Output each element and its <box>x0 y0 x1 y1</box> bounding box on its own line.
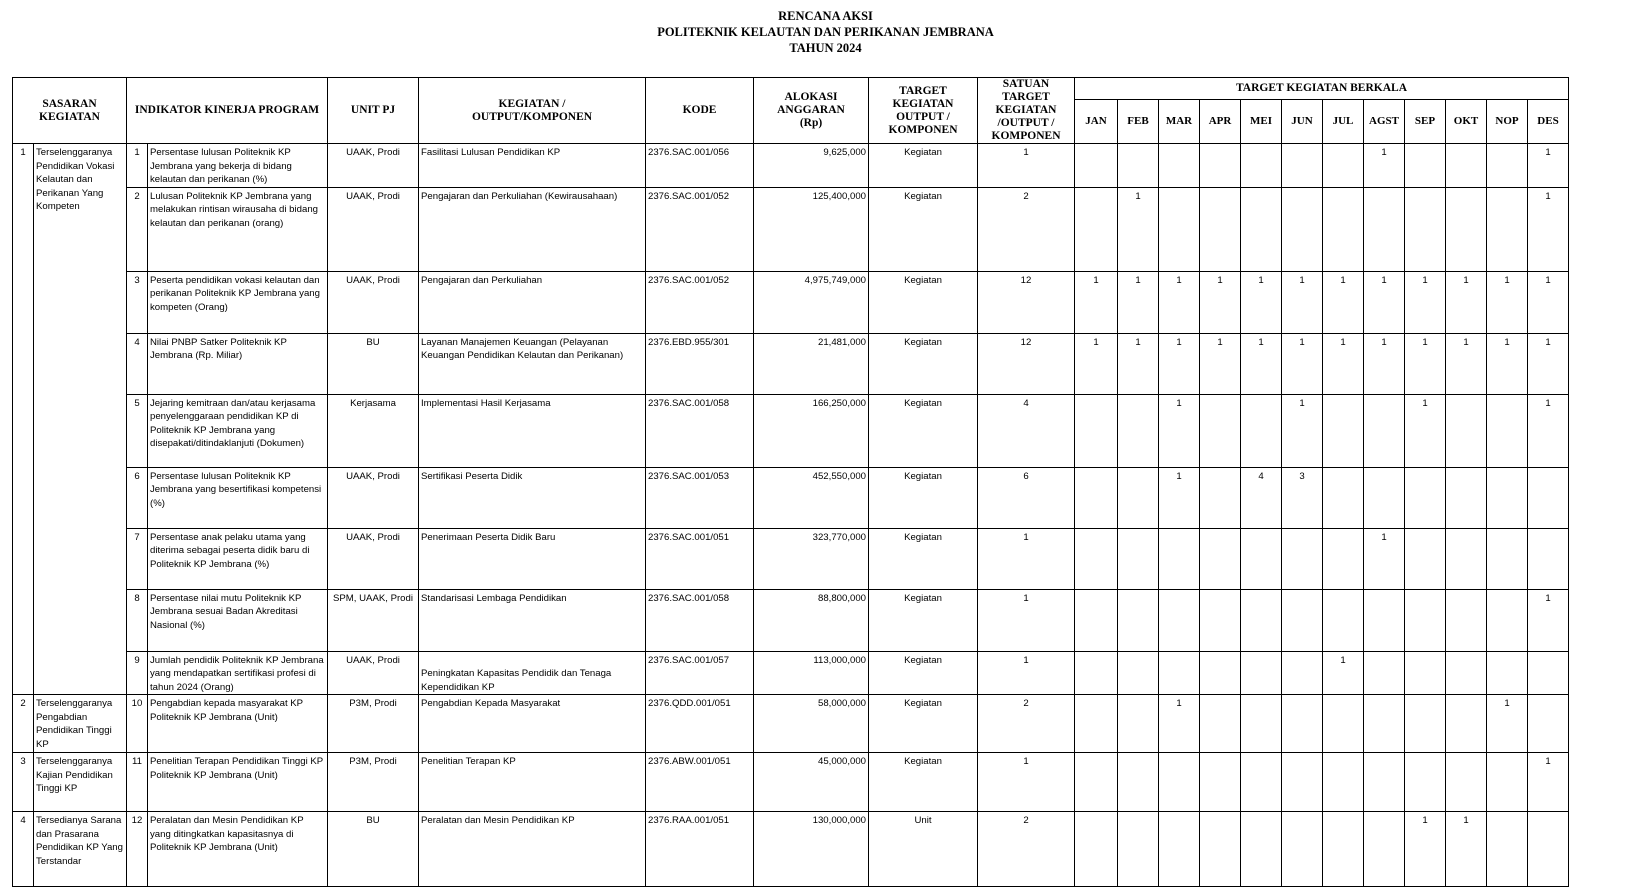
alokasi-anggaran: 9,625,000 <box>754 144 869 188</box>
month-target-des: 1 <box>1528 187 1569 271</box>
kode: 2376.SAC.001/052 <box>646 271 754 333</box>
month-target-jun: 1 <box>1282 333 1323 394</box>
kode: 2376.QDD.001/051 <box>646 695 754 753</box>
month-target-feb <box>1118 651 1159 695</box>
month-target-nop <box>1487 812 1528 887</box>
month-header-agst: AGST <box>1364 99 1405 143</box>
month-target-apr <box>1200 144 1241 188</box>
month-target-jun: 3 <box>1282 467 1323 528</box>
month-target-des <box>1528 528 1569 589</box>
header-sasaran: SASARAN KEGIATAN <box>13 78 127 144</box>
header-kegiatan: KEGIATAN / OUTPUT/KOMPONEN <box>419 78 646 144</box>
month-target-apr <box>1200 753 1241 812</box>
month-target-jan <box>1075 144 1118 188</box>
month-target-jun <box>1282 812 1323 887</box>
indikator-text: Penelitian Terapan Pendidikan Tinggi KP Politeknik KP Jembrana (Unit) <box>148 753 328 812</box>
kode: 2376.SAC.001/056 <box>646 144 754 188</box>
table-body <box>13 144 1569 887</box>
month-target-mei <box>1241 187 1282 271</box>
satuan-target: 1 <box>978 753 1075 812</box>
title-line: POLITEKNIK KELAUTAN DAN PERIKANAN JEMBRANA <box>657 25 994 39</box>
month-target-jul <box>1323 753 1364 812</box>
month-target-nop <box>1487 528 1528 589</box>
target-kegiatan: Kegiatan <box>869 753 978 812</box>
month-target-mei <box>1241 753 1282 812</box>
target-kegiatan: Kegiatan <box>869 187 978 271</box>
month-target-mei <box>1241 695 1282 753</box>
month-target-sep <box>1405 695 1446 753</box>
month-target-apr <box>1200 528 1241 589</box>
satuan-target: 1 <box>978 589 1075 651</box>
unit-pj: SPM, UAAK, Prodi <box>328 589 419 651</box>
kegiatan-text: Layanan Manajemen Keuangan (Pelayanan Keuangan Pendidikan Kelautan dan Perikanan) <box>419 333 646 394</box>
month-target-des: 1 <box>1528 589 1569 651</box>
month-target-agst <box>1364 187 1405 271</box>
alokasi-anggaran: 130,000,000 <box>754 812 869 887</box>
month-target-apr <box>1200 695 1241 753</box>
month-target-nop <box>1487 753 1528 812</box>
month-target-okt <box>1446 528 1487 589</box>
month-target-feb <box>1118 753 1159 812</box>
month-target-jul <box>1323 695 1364 753</box>
sasaran-number: 3 <box>13 753 34 812</box>
table-row <box>13 589 1569 651</box>
month-target-agst <box>1364 812 1405 887</box>
month-target-feb <box>1118 589 1159 651</box>
indikator-text: Persentase lulusan Politeknik KP Jembrana yang bekerja di bidang kelautan dan perikanan (%) <box>148 144 328 188</box>
document-title <box>0 8 1651 56</box>
month-target-jun: 1 <box>1282 271 1323 333</box>
indikator-number: 7 <box>127 528 148 589</box>
header-target: TARGET KEGIATAN OUTPUT / KOMPONEN <box>869 78 978 144</box>
indikator-text: Jejaring kemitraan dan/atau kerjasama penyelenggaraan pendidikan KP di Politeknik KP Jembrana yang disepakati/ditindaklanjuti (Dokumen) <box>148 394 328 467</box>
header-unit: UNIT PJ <box>328 78 419 144</box>
month-target-jun <box>1282 144 1323 188</box>
month-target-agst <box>1364 651 1405 695</box>
indikator-text: Jumlah pendidik Politeknik KP Jembrana yang mendapatkan sertifikasi profesi di tahun 2024 (Orang) <box>148 651 328 695</box>
satuan-target: 2 <box>978 187 1075 271</box>
table-row <box>13 651 1569 695</box>
title-line: RENCANA AKSI <box>778 9 873 23</box>
month-target-jul <box>1323 144 1364 188</box>
month-target-jun <box>1282 695 1323 753</box>
month-target-des: 1 <box>1528 271 1569 333</box>
alokasi-anggaran: 323,770,000 <box>754 528 869 589</box>
target-kegiatan: Kegiatan <box>869 528 978 589</box>
month-target-mei <box>1241 144 1282 188</box>
month-target-feb <box>1118 812 1159 887</box>
kode: 2376.SAC.001/052 <box>646 187 754 271</box>
unit-pj: Kerjasama <box>328 394 419 467</box>
unit-pj: UAAK, Prodi <box>328 187 419 271</box>
kode: 2376.ABW.001/051 <box>646 753 754 812</box>
alokasi-anggaran: 88,800,000 <box>754 589 869 651</box>
table-row <box>13 271 1569 333</box>
month-header-sep: SEP <box>1405 99 1446 143</box>
kegiatan-text: Fasilitasi Lulusan Pendidikan KP <box>419 144 646 188</box>
month-target-mei <box>1241 528 1282 589</box>
month-target-okt <box>1446 589 1487 651</box>
unit-pj: UAAK, Prodi <box>328 144 419 188</box>
month-target-okt <box>1446 753 1487 812</box>
month-target-nop <box>1487 394 1528 467</box>
alokasi-anggaran: 452,550,000 <box>754 467 869 528</box>
unit-pj: UAAK, Prodi <box>328 528 419 589</box>
kegiatan-text: Pengabdian Kepada Masyarakat <box>419 695 646 753</box>
month-target-mar: 1 <box>1159 467 1200 528</box>
alokasi-anggaran: 4,975,749,000 <box>754 271 869 333</box>
month-target-jan: 1 <box>1075 333 1118 394</box>
sasaran-number: 2 <box>13 695 34 753</box>
month-target-mar: 1 <box>1159 333 1200 394</box>
satuan-target: 12 <box>978 333 1075 394</box>
month-target-jun <box>1282 651 1323 695</box>
month-header-feb: FEB <box>1118 99 1159 143</box>
month-target-nop: 1 <box>1487 695 1528 753</box>
month-target-sep <box>1405 651 1446 695</box>
table-row <box>13 695 1569 753</box>
month-target-okt <box>1446 187 1487 271</box>
month-target-des: 1 <box>1528 333 1569 394</box>
sasaran-text: Terselenggaranya Kajian Pendidikan Tinggi KP <box>34 753 127 812</box>
indikator-number: 4 <box>127 333 148 394</box>
month-target-feb: 1 <box>1118 271 1159 333</box>
month-target-agst <box>1364 394 1405 467</box>
satuan-target: 1 <box>978 144 1075 188</box>
unit-pj: UAAK, Prodi <box>328 271 419 333</box>
kode: 2376.EBD.955/301 <box>646 333 754 394</box>
month-target-des: 1 <box>1528 394 1569 467</box>
month-target-sep <box>1405 467 1446 528</box>
indikator-text: Pengabdian kepada masyarakat KP Politeknik KP Jembrana (Unit) <box>148 695 328 753</box>
sasaran-text: Terselenggaranya Pengabdian Pendidikan Tinggi KP <box>34 695 127 753</box>
month-target-mei <box>1241 394 1282 467</box>
alokasi-anggaran: 21,481,000 <box>754 333 869 394</box>
month-header-okt: OKT <box>1446 99 1487 143</box>
table-row <box>13 812 1569 887</box>
month-target-mar <box>1159 187 1200 271</box>
month-target-mar <box>1159 144 1200 188</box>
target-kegiatan: Kegiatan <box>869 333 978 394</box>
indikator-text: Persentase lulusan Politeknik KP Jembrana yang besertifikasi kompetensi (%) <box>148 467 328 528</box>
month-target-feb <box>1118 467 1159 528</box>
month-target-jul <box>1323 812 1364 887</box>
indikator-text: Persentase nilai mutu Politeknik KP Jembrana sesuai Badan Akreditasi Nasional (%) <box>148 589 328 651</box>
target-kegiatan: Kegiatan <box>869 271 978 333</box>
month-target-jul <box>1323 589 1364 651</box>
month-target-agst: 1 <box>1364 144 1405 188</box>
month-target-mei <box>1241 812 1282 887</box>
month-target-nop <box>1487 144 1528 188</box>
table-row <box>13 394 1569 467</box>
satuan-target: 1 <box>978 528 1075 589</box>
indikator-number: 1 <box>127 144 148 188</box>
header-satuan: SATUAN TARGET KEGIATAN /OUTPUT / KOMPONEN <box>978 78 1075 144</box>
target-kegiatan: Kegiatan <box>869 651 978 695</box>
alokasi-anggaran: 125,400,000 <box>754 187 869 271</box>
month-target-sep: 1 <box>1405 333 1446 394</box>
month-target-mei: 4 <box>1241 467 1282 528</box>
month-target-sep: 1 <box>1405 812 1446 887</box>
target-kegiatan: Kegiatan <box>869 394 978 467</box>
month-target-okt: 1 <box>1446 333 1487 394</box>
month-header-mei: MEI <box>1241 99 1282 143</box>
satuan-target: 4 <box>978 394 1075 467</box>
kegiatan-text: Penelitian Terapan KP <box>419 753 646 812</box>
month-target-okt <box>1446 695 1487 753</box>
month-header-apr: APR <box>1200 99 1241 143</box>
unit-pj: P3M, Prodi <box>328 695 419 753</box>
month-target-mar <box>1159 812 1200 887</box>
month-target-jul: 1 <box>1323 271 1364 333</box>
month-header-jul: JUL <box>1323 99 1364 143</box>
unit-pj: UAAK, Prodi <box>328 467 419 528</box>
indikator-number: 3 <box>127 271 148 333</box>
month-target-agst: 1 <box>1364 333 1405 394</box>
indikator-number: 10 <box>127 695 148 753</box>
header-alokasi: ALOKASI ANGGARAN (Rp) <box>754 78 869 144</box>
month-target-jan <box>1075 753 1118 812</box>
month-target-sep <box>1405 753 1446 812</box>
alokasi-anggaran: 166,250,000 <box>754 394 869 467</box>
month-target-nop <box>1487 651 1528 695</box>
month-target-jun <box>1282 187 1323 271</box>
month-target-sep: 1 <box>1405 271 1446 333</box>
month-target-jan: 1 <box>1075 271 1118 333</box>
month-target-apr <box>1200 187 1241 271</box>
indikator-text: Persentase anak pelaku utama yang diterima sebagai peserta didik baru di Politeknik KP Jembrana (%) <box>148 528 328 589</box>
month-target-apr <box>1200 651 1241 695</box>
month-target-okt: 1 <box>1446 812 1487 887</box>
month-target-jul: 1 <box>1323 333 1364 394</box>
month-target-mar: 1 <box>1159 271 1200 333</box>
kode: 2376.RAA.001/051 <box>646 812 754 887</box>
month-target-nop <box>1487 589 1528 651</box>
indikator-number: 5 <box>127 394 148 467</box>
month-target-nop: 1 <box>1487 271 1528 333</box>
kegiatan-text: Implementasi Hasil Kerjasama <box>419 394 646 467</box>
indikator-number: 12 <box>127 812 148 887</box>
kegiatan-text: Peningkatan Kapasitas Pendidik dan Tenaga Kependidikan KP <box>419 651 646 695</box>
month-target-agst <box>1364 695 1405 753</box>
month-target-mar <box>1159 753 1200 812</box>
target-kegiatan: Kegiatan <box>869 144 978 188</box>
month-target-feb <box>1118 144 1159 188</box>
month-target-jan <box>1075 187 1118 271</box>
month-header-mar: MAR <box>1159 99 1200 143</box>
month-target-okt <box>1446 144 1487 188</box>
month-target-mar <box>1159 651 1200 695</box>
month-target-mar: 1 <box>1159 394 1200 467</box>
month-header-des: DES <box>1528 99 1569 143</box>
month-target-feb <box>1118 394 1159 467</box>
satuan-target: 2 <box>978 695 1075 753</box>
title-line: TAHUN 2024 <box>789 41 862 55</box>
alokasi-anggaran: 45,000,000 <box>754 753 869 812</box>
indikator-text: Lulusan Politeknik KP Jembrana yang melakukan rintisan wirausaha di bidang kelautan dan perikanan (orang) <box>148 187 328 271</box>
month-target-okt <box>1446 467 1487 528</box>
month-header-jan: JAN <box>1075 99 1118 143</box>
month-target-agst <box>1364 589 1405 651</box>
unit-pj: BU <box>328 812 419 887</box>
month-target-okt: 1 <box>1446 271 1487 333</box>
table-row <box>13 333 1569 394</box>
satuan-target: 2 <box>978 812 1075 887</box>
month-target-jan <box>1075 695 1118 753</box>
unit-pj: UAAK, Prodi <box>328 651 419 695</box>
month-target-agst <box>1364 753 1405 812</box>
month-target-jul: 1 <box>1323 651 1364 695</box>
month-target-mei <box>1241 589 1282 651</box>
kode: 2376.SAC.001/058 <box>646 394 754 467</box>
month-target-apr <box>1200 589 1241 651</box>
month-target-jul <box>1323 467 1364 528</box>
month-target-sep <box>1405 528 1446 589</box>
target-kegiatan: Kegiatan <box>869 467 978 528</box>
month-target-nop <box>1487 467 1528 528</box>
unit-pj: BU <box>328 333 419 394</box>
month-target-des: 1 <box>1528 753 1569 812</box>
month-target-apr: 1 <box>1200 333 1241 394</box>
month-target-jun: 1 <box>1282 394 1323 467</box>
sasaran-text: Tersedianya Sarana dan Prasarana Pendidikan KP Yang Terstandar <box>34 812 127 887</box>
month-target-apr: 1 <box>1200 271 1241 333</box>
alokasi-anggaran: 58,000,000 <box>754 695 869 753</box>
month-target-mei <box>1241 651 1282 695</box>
month-target-okt <box>1446 651 1487 695</box>
month-target-mar <box>1159 589 1200 651</box>
month-target-sep: 1 <box>1405 394 1446 467</box>
month-target-des <box>1528 467 1569 528</box>
kegiatan-text: Sertifikasi Peserta Didik <box>419 467 646 528</box>
kegiatan-text: Standarisasi Lembaga Pendidikan <box>419 589 646 651</box>
table-row <box>13 528 1569 589</box>
month-target-jan <box>1075 528 1118 589</box>
month-target-des: 1 <box>1528 144 1569 188</box>
table-row <box>13 144 1569 188</box>
alokasi-anggaran: 113,000,000 <box>754 651 869 695</box>
month-target-nop <box>1487 187 1528 271</box>
indikator-number: 6 <box>127 467 148 528</box>
kegiatan-text: Penerimaan Peserta Didik Baru <box>419 528 646 589</box>
month-target-apr <box>1200 812 1241 887</box>
month-target-jan <box>1075 394 1118 467</box>
indikator-number: 11 <box>127 753 148 812</box>
month-target-mei: 1 <box>1241 271 1282 333</box>
month-target-jan <box>1075 589 1118 651</box>
rencana-aksi-table <box>12 77 1569 887</box>
month-target-agst: 1 <box>1364 528 1405 589</box>
month-target-agst <box>1364 467 1405 528</box>
table-row <box>13 753 1569 812</box>
satuan-target: 1 <box>978 651 1075 695</box>
month-target-jul <box>1323 187 1364 271</box>
month-target-feb: 1 <box>1118 187 1159 271</box>
month-target-okt <box>1446 394 1487 467</box>
kegiatan-text: Peralatan dan Mesin Pendidikan KP <box>419 812 646 887</box>
unit-pj: P3M, Prodi <box>328 753 419 812</box>
header-kode: KODE <box>646 78 754 144</box>
month-target-nop: 1 <box>1487 333 1528 394</box>
month-target-jan <box>1075 467 1118 528</box>
sasaran-number: 1 <box>13 144 34 695</box>
indikator-text: Peserta pendidikan vokasi kelautan dan perikanan Politeknik KP Jembrana yang kompeten (Orang) <box>148 271 328 333</box>
indikator-text: Peralatan dan Mesin Pendidikan KP yang ditingkatkan kapasitasnya di Politeknik KP Jembrana (Unit) <box>148 812 328 887</box>
month-target-des <box>1528 695 1569 753</box>
month-header-nop: NOP <box>1487 99 1528 143</box>
month-target-des <box>1528 651 1569 695</box>
kode: 2376.SAC.001/058 <box>646 589 754 651</box>
month-target-feb: 1 <box>1118 333 1159 394</box>
month-target-mar <box>1159 528 1200 589</box>
indikator-number: 8 <box>127 589 148 651</box>
month-header-jun: JUN <box>1282 99 1323 143</box>
sasaran-number: 4 <box>13 812 34 887</box>
satuan-target: 12 <box>978 271 1075 333</box>
kegiatan-text: Pengajaran dan Perkuliahan (Kewirausahaan) <box>419 187 646 271</box>
month-target-jan <box>1075 651 1118 695</box>
month-target-des <box>1528 812 1569 887</box>
month-target-jun <box>1282 753 1323 812</box>
kegiatan-text: Pengajaran dan Perkuliahan <box>419 271 646 333</box>
indikator-number: 2 <box>127 187 148 271</box>
table-row <box>13 467 1569 528</box>
month-target-jul <box>1323 394 1364 467</box>
month-target-mar: 1 <box>1159 695 1200 753</box>
target-kegiatan: Unit <box>869 812 978 887</box>
month-target-jun <box>1282 528 1323 589</box>
month-target-jun <box>1282 589 1323 651</box>
month-target-apr <box>1200 467 1241 528</box>
kode: 2376.SAC.001/057 <box>646 651 754 695</box>
kode: 2376.SAC.001/053 <box>646 467 754 528</box>
target-kegiatan: Kegiatan <box>869 695 978 753</box>
month-target-mei: 1 <box>1241 333 1282 394</box>
month-target-agst: 1 <box>1364 271 1405 333</box>
month-target-sep <box>1405 187 1446 271</box>
month-target-jul <box>1323 528 1364 589</box>
indikator-number: 9 <box>127 651 148 695</box>
target-kegiatan: Kegiatan <box>869 589 978 651</box>
month-target-jan <box>1075 812 1118 887</box>
indikator-text: Nilai PNBP Satker Politeknik KP Jembrana (Rp. Miliar) <box>148 333 328 394</box>
header-indikator: INDIKATOR KINERJA PROGRAM <box>127 78 328 144</box>
month-target-sep <box>1405 144 1446 188</box>
header-target-berkala: TARGET KEGIATAN BERKALA <box>1075 78 1569 100</box>
table-row <box>13 187 1569 271</box>
satuan-target: 6 <box>978 467 1075 528</box>
sasaran-text: Terselenggaranya Pendidikan Vokasi Kelautan dan Perikanan Yang Kompeten <box>34 144 127 695</box>
month-target-apr <box>1200 394 1241 467</box>
month-target-feb <box>1118 695 1159 753</box>
month-target-feb <box>1118 528 1159 589</box>
kode: 2376.SAC.001/051 <box>646 528 754 589</box>
month-target-sep <box>1405 589 1446 651</box>
